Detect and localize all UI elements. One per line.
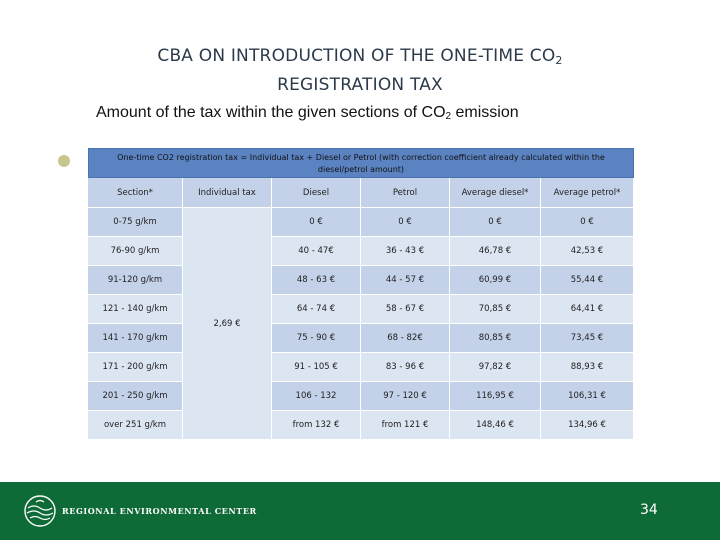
header-diesel: Diesel bbox=[272, 178, 361, 208]
table-cell-diesel: 75 - 90 € bbox=[272, 324, 361, 353]
table-cell-average-petrol: 0 € bbox=[541, 208, 634, 237]
slide-title: CBA ON INTRODUCTION OF THE ONE-TIME $CO_2$ REGISTRATION TAX bbox=[157, 46, 563, 95]
header-petrol: Petrol bbox=[361, 178, 450, 208]
table-cell-average-petrol: 55,44 € bbox=[541, 266, 634, 295]
header-section: Section* bbox=[88, 178, 183, 208]
table-cell-diesel: from 132 € bbox=[272, 411, 361, 440]
table-cell-average-diesel: 0 € bbox=[450, 208, 541, 237]
table-cell-average-diesel: 97,82 € bbox=[450, 353, 541, 382]
table-grid bbox=[88, 178, 634, 440]
table-cell-petrol: 97 - 120 € bbox=[361, 382, 450, 411]
table-cell-average-petrol: 106,31 € bbox=[541, 382, 634, 411]
table-cell-diesel: 0 € bbox=[272, 208, 361, 237]
table-cell-petrol: 44 - 57 € bbox=[361, 266, 450, 295]
table-cell-petrol: 83 - 96 € bbox=[361, 353, 450, 382]
header-average-petrol: Average petrol* bbox=[541, 178, 634, 208]
table-cell-average-petrol: 88,93 € bbox=[541, 353, 634, 382]
table-cell-section: over 251 g/km bbox=[88, 411, 183, 440]
table-cell-average-diesel: 116,95 € bbox=[450, 382, 541, 411]
header-average-diesel: Average diesel* bbox=[450, 178, 541, 208]
table-cell-average-petrol: 42,53 € bbox=[541, 237, 634, 266]
table-cell-average-diesel: 60,99 € bbox=[450, 266, 541, 295]
table-cell-section: 121 - 140 g/km bbox=[88, 295, 183, 324]
table-cell-average-diesel: 70,85 € bbox=[450, 295, 541, 324]
table-caption: One-time CO2 registration tax = Individual tax + Diesel or Petrol (with correction coefficient already calculated within the diesel/petrol amount) bbox=[88, 148, 634, 178]
table-cell-section: 201 - 250 g/km bbox=[88, 382, 183, 411]
table-cell-petrol: 0 € bbox=[361, 208, 450, 237]
table-cell-average-petrol: 73,45 € bbox=[541, 324, 634, 353]
table-cell-diesel: 91 - 105 € bbox=[272, 353, 361, 382]
individual-tax-merged-cell: 2,69 € bbox=[183, 208, 272, 440]
table-cell-petrol: from 121 € bbox=[361, 411, 450, 440]
table-cell-average-diesel: 46,78 € bbox=[450, 237, 541, 266]
table-cell-petrol: 36 - 43 € bbox=[361, 237, 450, 266]
table-cell-average-diesel: 80,85 € bbox=[450, 324, 541, 353]
table-cell-diesel: 64 - 74 € bbox=[272, 295, 361, 324]
page-number: 34 bbox=[640, 502, 658, 518]
bullet-point bbox=[58, 155, 70, 167]
tax-table bbox=[88, 148, 634, 440]
table-cell-section: 91-120 g/km bbox=[88, 266, 183, 295]
table-cell-section: 171 - 200 g/km bbox=[88, 353, 183, 382]
table-cell-petrol: 58 - 67 € bbox=[361, 295, 450, 324]
table-cell-section: 0-75 g/km bbox=[88, 208, 183, 237]
slide-subtitle: Amount of the tax within the given sections of $CO_2$ emission bbox=[96, 104, 519, 122]
table-cell-petrol: 68 - 82€ bbox=[361, 324, 450, 353]
table-cell-average-petrol: 134,96 € bbox=[541, 411, 634, 440]
table-cell-average-diesel: 148,46 € bbox=[450, 411, 541, 440]
table-cell-diesel: 106 - 132 bbox=[272, 382, 361, 411]
rec-globe-logo-icon bbox=[22, 494, 58, 528]
header-individual-tax: Individual tax bbox=[183, 178, 272, 208]
organization-name: REGIONAL ENVIRONMENTAL CENTER bbox=[62, 506, 257, 516]
table-cell-diesel: 48 - 63 € bbox=[272, 266, 361, 295]
table-cell-section: 76-90 g/km bbox=[88, 237, 183, 266]
table-cell-diesel: 40 - 47€ bbox=[272, 237, 361, 266]
table-cell-section: 141 - 170 g/km bbox=[88, 324, 183, 353]
table-cell-average-petrol: 64,41 € bbox=[541, 295, 634, 324]
